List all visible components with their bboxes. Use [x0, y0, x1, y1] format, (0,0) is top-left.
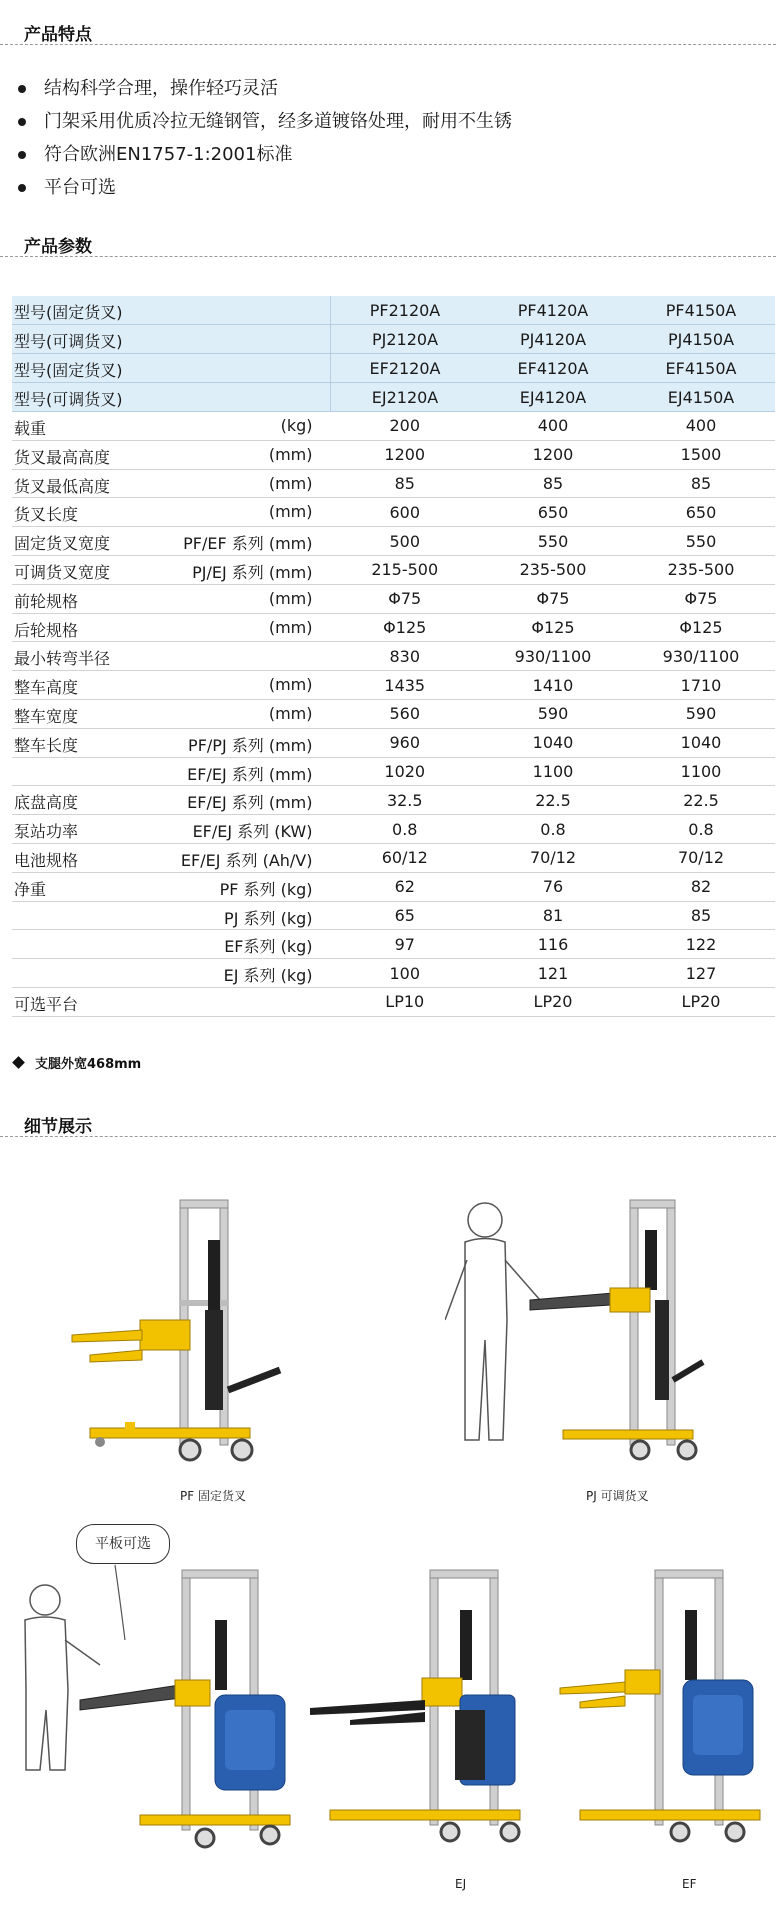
electric-platform-stacker-photo [10, 1560, 310, 1860]
spec-name: 底盘高度 [14, 793, 79, 813]
details-header [0, 1110, 776, 1137]
spec-unit: (mm) [268, 502, 313, 522]
model-row [12, 354, 775, 383]
model-label: 型号(可调货叉) [14, 332, 123, 351]
spec-row [12, 901, 775, 930]
params-header [0, 230, 776, 257]
spec-value: 550 [627, 527, 775, 556]
spec-value: 22.5 [627, 786, 775, 815]
spec-row [12, 469, 775, 498]
spec-value: 590 [479, 699, 627, 728]
bullet-icon [18, 151, 26, 159]
spec-value: Φ125 [479, 613, 627, 642]
spec-value: 85 [627, 469, 775, 498]
features-header [0, 18, 776, 45]
spec-value: 650 [627, 498, 775, 527]
model-value: EF4120A [479, 354, 627, 383]
spec-row [12, 642, 775, 671]
spec-row [12, 584, 775, 613]
spec-row [12, 757, 775, 786]
spec-name: 电池规格 [14, 850, 79, 870]
spec-value: 650 [479, 498, 627, 527]
model-value: EJ4150A [627, 383, 775, 412]
diamond-bullet-icon [12, 1056, 25, 1069]
spec-unit: (mm) [268, 473, 313, 493]
spec-value: 560 [331, 699, 480, 728]
spec-value: 590 [627, 699, 775, 728]
spec-name: 泵站功率 [14, 822, 79, 842]
spec-name: 后轮规格 [14, 620, 79, 640]
model-value: PF4150A [627, 296, 775, 325]
spec-unit: EF/EJ 系列 (Ah/V) [180, 850, 313, 870]
model-label: 型号(可调货叉) [14, 390, 123, 409]
model-value: PJ4150A [627, 325, 775, 354]
model-value: EJ2120A [331, 383, 480, 412]
spec-row [12, 498, 775, 527]
ej-caption: EJ [455, 1877, 467, 1891]
spec-row [12, 959, 775, 988]
spec-row [12, 872, 775, 901]
spec-value: 200 [331, 412, 480, 441]
pf-caption: PF 固定货叉 [180, 1489, 246, 1503]
spec-value: 60/12 [331, 843, 480, 872]
spec-unit: PF 系列 (kg) [219, 879, 313, 899]
model-value: PF2120A [331, 296, 480, 325]
spec-value: 960 [331, 728, 480, 757]
spec-unit: (mm) [268, 617, 313, 637]
pf-stacker-photo [70, 1180, 320, 1480]
spec-row [12, 671, 775, 700]
spec-unit: PJ/EJ 系列 (mm) [192, 562, 313, 582]
feature-item: 门架采用优质冷拉无缝钢管，经多道镀铬处理，耐用不生锈 [14, 109, 754, 142]
spec-value: 215-500 [331, 555, 480, 584]
spec-name: 可调货叉宽度 [14, 562, 111, 582]
spec-value: 22.5 [479, 786, 627, 815]
feature-item: 平台可选 [14, 175, 754, 208]
spec-row [12, 930, 775, 959]
spec-value: 1020 [331, 757, 480, 786]
spec-name: 最小转弯半径 [14, 649, 111, 669]
spec-name: 固定货叉宽度 [14, 534, 111, 554]
spec-value: 122 [627, 930, 775, 959]
spec-value: 116 [479, 930, 627, 959]
spec-value: Φ125 [627, 613, 775, 642]
spec-unit: (mm) [268, 675, 313, 695]
spec-unit: (mm) [268, 444, 313, 464]
spec-value: 235-500 [479, 555, 627, 584]
spec-name: 载重 [14, 419, 47, 438]
model-value: PJ4120A [479, 325, 627, 354]
spec-value: 1410 [479, 671, 627, 700]
spec-unit: EF/EJ 系列 (KW) [192, 822, 313, 842]
spec-value: 235-500 [627, 555, 775, 584]
spec-value: LP20 [479, 987, 627, 1016]
spec-value: LP10 [331, 987, 480, 1016]
spec-row [12, 843, 775, 872]
spec-value: LP20 [627, 987, 775, 1016]
spec-unit: (mm) [268, 588, 313, 608]
spec-value: 0.8 [627, 815, 775, 844]
spec-value: 81 [479, 901, 627, 930]
model-value: PF4120A [479, 296, 627, 325]
spec-name: 可选平台 [14, 994, 79, 1014]
spec-row [12, 786, 775, 815]
spec-value: 1500 [627, 440, 775, 469]
spec-value: 32.5 [331, 786, 480, 815]
params-title: 产品参数 [24, 237, 92, 257]
spec-value: 550 [479, 527, 627, 556]
spec-value: 65 [331, 901, 480, 930]
platform-optional-bubble: 平板可选 [76, 1524, 170, 1564]
spec-unit: EF/EJ 系列 (mm) [187, 793, 313, 813]
details-title: 细节展示 [24, 1117, 92, 1137]
model-value: EF4150A [627, 354, 775, 383]
spec-name: 前轮规格 [14, 591, 79, 611]
spec-value: Φ75 [331, 584, 480, 613]
spec-unit: EF系列 (kg) [224, 937, 313, 957]
spec-value: 70/12 [627, 843, 775, 872]
spec-row [12, 699, 775, 728]
pj-stacker-photo [445, 1180, 705, 1480]
spec-value: 1435 [331, 671, 480, 700]
spec-name: 净重 [14, 879, 47, 899]
spec-row [12, 440, 775, 469]
model-row [12, 325, 775, 354]
spec-unit: (kg) [280, 416, 313, 435]
spec-value: 1040 [479, 728, 627, 757]
spec-unit: EF/EJ 系列 (mm) [187, 764, 313, 784]
bullet-icon [18, 184, 26, 192]
spec-name: 货叉长度 [14, 505, 79, 525]
spec-value: 85 [331, 469, 480, 498]
spec-value: 0.8 [479, 815, 627, 844]
spec-unit: EJ 系列 (kg) [223, 966, 313, 986]
spec-row [12, 555, 775, 584]
model-value: EF2120A [331, 354, 480, 383]
spec-name: 整车宽度 [14, 706, 79, 726]
spec-value: 930/1100 [627, 642, 775, 671]
bullet-icon [18, 118, 26, 126]
spec-value: 82 [627, 872, 775, 901]
spec-unit: PJ 系列 (kg) [224, 908, 313, 928]
model-row [12, 383, 775, 412]
feature-list [14, 76, 754, 208]
spec-table [12, 296, 775, 1017]
spec-unit: PF/EF 系列 (mm) [183, 534, 313, 554]
spec-row [12, 987, 775, 1016]
feature-item: 符合欧洲EN1757-1:2001标准 [14, 142, 754, 175]
spec-name: 货叉最高高度 [14, 447, 111, 467]
ej-stacker-photo [310, 1560, 540, 1860]
spec-value: 1100 [627, 757, 775, 786]
ef-stacker-photo [555, 1560, 775, 1860]
spec-value: 121 [479, 959, 627, 988]
spec-value: 930/1100 [479, 642, 627, 671]
spec-value: 97 [331, 930, 480, 959]
spec-row [12, 728, 775, 757]
spec-value: Φ75 [627, 584, 775, 613]
spec-value: 76 [479, 872, 627, 901]
spec-value: 400 [479, 412, 627, 441]
features-title: 产品特点 [24, 25, 92, 45]
spec-value: 830 [331, 642, 480, 671]
bullet-icon [18, 85, 26, 93]
spec-value: 127 [627, 959, 775, 988]
spec-value: 1040 [627, 728, 775, 757]
spec-unit: PF/PJ 系列 (mm) [188, 735, 313, 755]
spec-value: 1710 [627, 671, 775, 700]
model-label: 型号(固定货叉) [14, 361, 123, 380]
leg-width-note: 支腿外宽468mm [12, 1053, 141, 1072]
spec-value: 400 [627, 412, 775, 441]
spec-value: 500 [331, 527, 480, 556]
spec-value: 600 [331, 498, 480, 527]
pj-caption: PJ 可调货叉 [586, 1489, 649, 1503]
spec-name: 货叉最低高度 [14, 476, 111, 496]
model-value: PJ2120A [331, 325, 480, 354]
spec-value: 1200 [479, 440, 627, 469]
spec-value: 85 [479, 469, 627, 498]
spec-value: 85 [627, 901, 775, 930]
model-value: EJ4120A [479, 383, 627, 412]
model-label: 型号(固定货叉) [14, 303, 123, 322]
spec-row [12, 815, 775, 844]
spec-value: 70/12 [479, 843, 627, 872]
spec-row [12, 527, 775, 556]
spec-value: 100 [331, 959, 480, 988]
spec-unit: (mm) [268, 703, 313, 723]
feature-item: 结构科学合理，操作轻巧灵活 [14, 76, 754, 109]
spec-name: 整车长度 [14, 735, 79, 755]
spec-value: 1100 [479, 757, 627, 786]
spec-name: 整车高度 [14, 678, 79, 698]
ef-caption: EF [682, 1877, 697, 1891]
spec-value: Φ75 [479, 584, 627, 613]
spec-row [12, 613, 775, 642]
spec-row [12, 412, 775, 441]
spec-value: 62 [331, 872, 480, 901]
spec-value: 0.8 [331, 815, 480, 844]
spec-value: Φ125 [331, 613, 480, 642]
spec-value: 1200 [331, 440, 480, 469]
model-row [12, 296, 775, 325]
